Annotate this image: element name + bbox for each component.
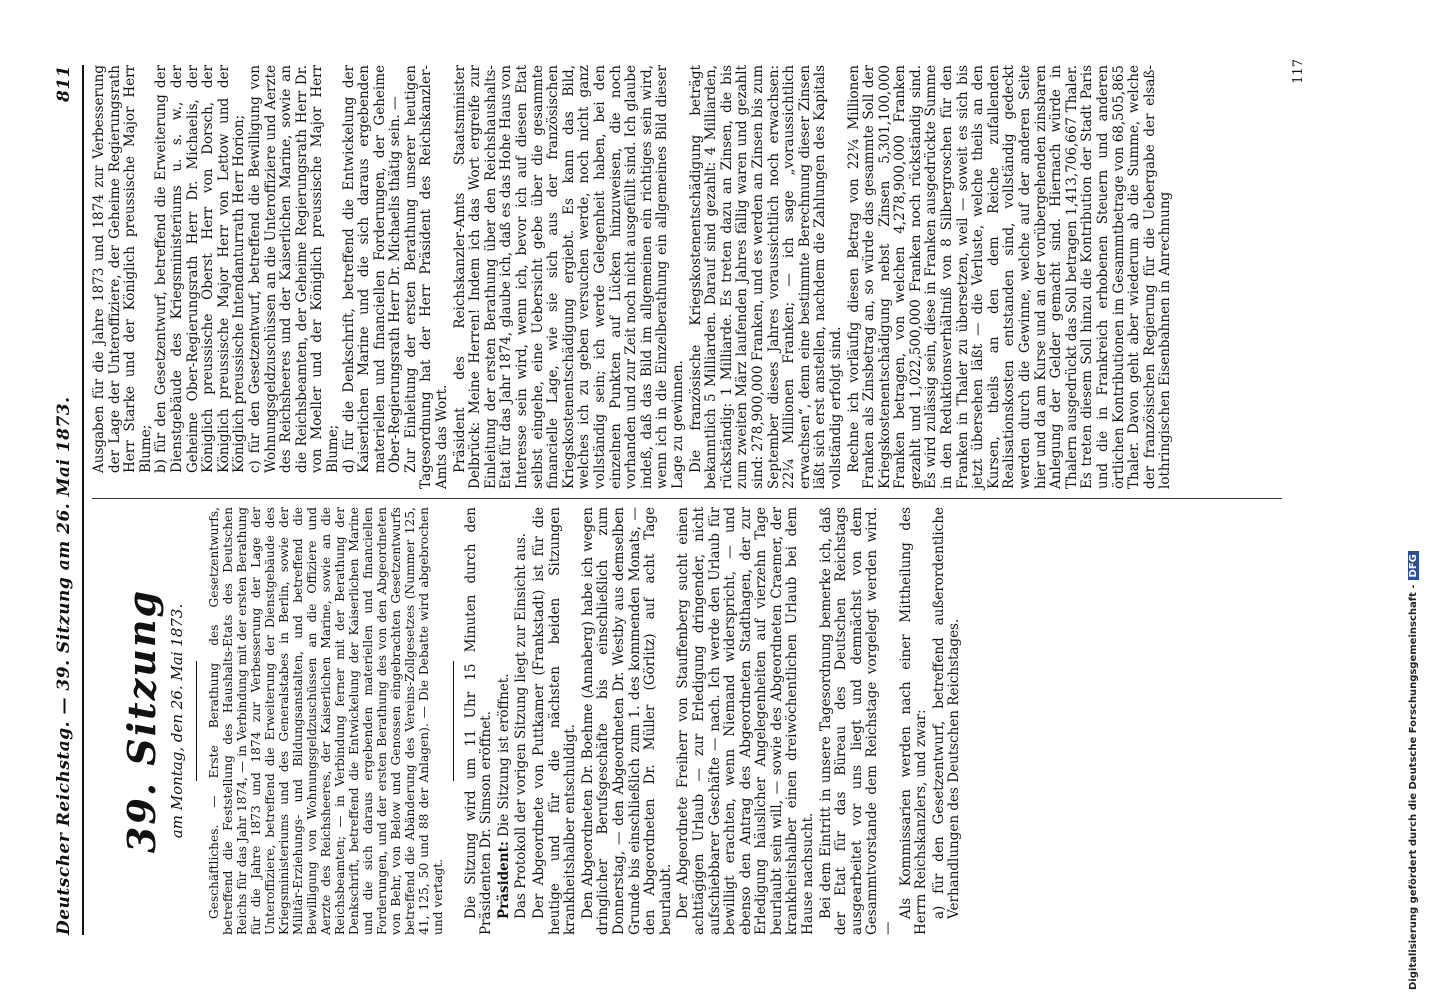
speaker-label: Präsident: (495, 841, 512, 919)
signature-number: 117 (1291, 59, 1306, 84)
commissioners-paragraph: Als Kommissarien werden nach einer Mittheilung des Herrn Reichskanzlers, und zwar: (897, 507, 930, 935)
protocol-paragraph: Das Protokoll der vorigen Sitzung liegt zur Einsicht aus. (513, 532, 530, 919)
dfg-logo: DFG (1408, 551, 1419, 580)
commissioner-item-d: d) für die Denkschrift, betreffend die Entwickelung der Kaiserlichen Marine und die sich daraus ergebenden materiellen und financiellen Forderungen, der Geheime Ober-Regierungsrath Herr Dr. Michaelis thätig sein. — (340, 65, 404, 473)
indemnity-paragraph: Die französische Kriegskostenentschädigung beträgt bekanntlich 5 Milliarden. Darauf sind gezahlt: 4 Milliarden, rückständig: 1 Milliarde. Es treten dazu an Zinsen, die bis zum zweiten März laufenden Jahres fällig waren und gezahlt sind: 278,900,000 Franken, und es werden an Zinsen bis zum September dieses Jahres voraussichtlich noch erwachsen: 22¼ Millionen Franken; — ich sage „voraussichtlich erwachsen“, denn eine bestimmte Berechnung dieser Zinsen läßt sich erst anstellen, nachdem die Zahlungen des Kapitals vollständig erfolgt sind. (687, 65, 844, 489)
document-page (36, 25, 1396, 975)
president-text: Die Sitzung ist eröffnet. (495, 673, 512, 837)
column-separator (92, 498, 1282, 499)
commissioner-item-b: b) für den Gesetzentwurf, betreffend die Erweiterung der Dienstgebäude des Kriegsministeriums u. s. w., der Geheime Ober-Regierungsrath Herr Dr. Michaelis, der Königlich preussische Oberst Herr von Dorsch, der Königlich preussische Major Herr von Lettow und der Königlich preussische Intendanturrath Herr Horion; (153, 65, 248, 473)
introduction-paragraph: Zur Einleitung der ersten Berathung unserer heutigen Tagesordnung hat der Herr Präsident des Reichskanzler-Amts das Wort. (402, 65, 451, 489)
digitization-credit (1408, 0, 1426, 990)
opening-paragraph: Die Sitzung wird um 11 Uhr 15 Minuten durch den Präsidenten Dr. Simson eröffnet. (462, 507, 495, 935)
title-rule (196, 661, 197, 781)
credit-text: Digitalisierung gefördert durch die Deutsche Forschungsgemeinschaft - (1408, 584, 1419, 990)
session-title: 39. Sitzung (119, 588, 164, 854)
leave-paragraph-1: Der Abgeordnete von Puttkamer (Frankstadt) ist für die heutige und für die nächsten beiden Sitzungen krankheitshalber entschuldigt. (530, 507, 579, 935)
header-rule (82, 65, 84, 935)
leave-paragraph-3: Der Abgeordnete Freiherr von Stauffenberg sucht einen achttägigen Urlaub — zur Erledigung dringender, nicht aufschiebbarer Geschäfte — nach. Ich werde den Urlaub für bewilligt erachten, wenn Niemand widerspricht, — und ebenso den Antrag des Abgeordneten Stadthagen, der zur Erledigung häuslicher Angelegenheiten auf vierzehn Tage beurlaubt sein will, — sowie des Abgeordneten Craemer, der krankheitshalber einen dreiwöchentlichen Urlaub bei dem Hause nachsucht. (675, 507, 817, 935)
page-number: 811 (54, 65, 74, 102)
commissioner-item-a: a) für den Gesetzentwurf, betreffend außerordentliche Verhandlungen des Deutschen Reichstages. (930, 507, 963, 919)
leave-paragraph-2: Den Abgeordneten Dr. Boehme (Annaberg) habe ich wegen dringlicher Berufsgeschäfte bis einschließlich zum Donnerstag, — den Abgeordneten Dr. Westby aus demselben Grunde bis einschließlich zum 1. des kommenden Monats, — den Abgeordneten Dr. Müller (Görlitz) auf acht Tage beurlaubt. (579, 507, 674, 935)
left-column (92, 507, 963, 935)
agenda-rule (453, 661, 454, 781)
commissioner-item-c: c) für den Gesetzentwurf, betreffend die Bewilligung von Wohnungsgeldzuschüssen an die Unteroffiziere und Aerzte des Reichsheeres und der Kaiserlichen Marine, sowie an die Reichsbeamten, der Geheime Regierungsrath Herr Dr. von Moeller und der Königlich preussische Major Herr Blume; (246, 65, 341, 473)
running-title: Deutscher Reichstag. — 39. Sitzung am 26. Mai 1873. (54, 396, 74, 935)
president-paragraph (497, 507, 513, 935)
session-date: am Montag, den 26. Mai 1873. (168, 603, 186, 839)
running-header (54, 65, 82, 935)
right-column (92, 65, 1292, 489)
calculation-paragraph: Rechne ich vorläufig diesen Betrag von 22¼ Millionen Franken als Zinsbetrag an, so würde das gesammte Soll der Kriegskostenentschädigung nebst Zinsen 5,301,100,000 Franken betragen, von welchen 4,278,900,000 Franken gezahlt und 1,022,500,000 Franken noch rückständig sind. Es wird zulässig sein, diese in Franken ausgedrückte Summe in den Reduktionsverhältniß von 8 Silbergroschen für den Franken in Thaler zu übersetzen, weil — soweit es sich bis jetzt übersehen läßt — die Verluste, welche theils an den Kursen, theils an den dem Reiche zufallenden Realisationskosten entstanden sind, vollständig gedeckt werden durch die Gewinne, welche auf der anderen Seite hier und da am Kurse und an der vorübergehenden zinsbaren Anlegung der Gelder gemacht sind. Hiernach würde in Thalern ausgedrückt das Soll betragen 1,413,706,667 Thaler. Es treten diesem Soll hinzu die Kontribution der Stadt Paris und die in Frankreich erhobenen Steuern und anderen örtlichen Kontributionen im Gesammtbetrage von 68,505,865 Thaler. Davon geht aber wiederum ab die Summe, welche der französischen Regierung für die Uebergabe der elsaß-lothringischen Eisenbahnen in Anrechnung (845, 65, 1174, 489)
delbrueck-speech: Präsident des Reichskanzler-Amts Staatsminister Delbrück: Meine Herren! Indem ich das Wort ergreife zur Einleitung der ersten Berathung über den Reichshaushalts-Etat für das Jahr 1874, glaube ich, daß es das Hohe Haus von Interesse sein wird, wenn ich, bevor ich auf diesen Etat selbst eingehe, eine Uebersicht gebe über die gesammte financielle Lage, wie sie sich aus der französischen Kriegskostenentschädigung ergiebt. Es kann das Bild, welches ich zu geben versuchen werde, noch nicht ganz vollständig sein; ich werde Gelegenheit haben, bei den einzelnen Punkten auf Lücken hinzuweisen, die noch vorhanden und zur Zeit noch nicht ausgefüllt sind. Ich glaube indeß, daß das Bild im allgemeinen ein richtiges sein wird, wenn ich in die Einzelberathung ein allgemeines Bild dieser Lage zu gewinnen. (451, 65, 686, 489)
agenda-summary: Geschäftliches. — Erste Berathung des Gesetzentwurfs, betreffend die Feststellung des Haushalts-Etats des Deutschen Reichs für das Jahr 1874, — in Verbindung mit der ersten Berathung für die Jahre 1873 und 1874 zur Verbesserung der Lage der Unteroffiziere, betreffend die Erweiterung der Dienstgebäude des Kriegsministeriums und des Generalstabes in Berlin, sowie der Militär-Erziehungs- und Bildungsanstalten, und betreffend die Bewilligung von Wohnungsgeldzuschüssen an die Offiziere und Aerzte des Reichsheeres, der Kaiserlichen Marine, sowie an die Reichsbeamten; — in Verbindung ferner mit der Berathung der Denkschrift, betreffend die Entwickelung der Kaiserlichen Marine und die sich daraus ergebenden materiellen und financiellen Forderungen, und der ersten Berathung des von den Abgeordneten von Behr, von Below und Genossen eingebrachten Gesetzentwurfs betreffend die Abänderung des Vereins-Zollgesetzes (Nummer 125, 41, 125, 50 und 88 der Anlagen). — Die Debatte wird abgebrochen und vertagt. (206, 507, 445, 935)
budget-paragraph: Bei dem Eintritt in unsere Tagesordnung bemerke ich, daß der Etat für das Büreau des Deutschen Reichstags ausgearbeitet vor uns liegt und demnächst von dem Gesammtvorstande dem Reichstage vorgelegt werden wird. — (817, 507, 897, 935)
commissioner-item-a-cont: Ausgaben für die Jahre 1873 und 1874 zur Verbesserung der Lage der Unteroffiziere, der Geheime Regierungsrath Herr Starke und der Königlich preussische Major Herr Blume; (91, 65, 154, 473)
